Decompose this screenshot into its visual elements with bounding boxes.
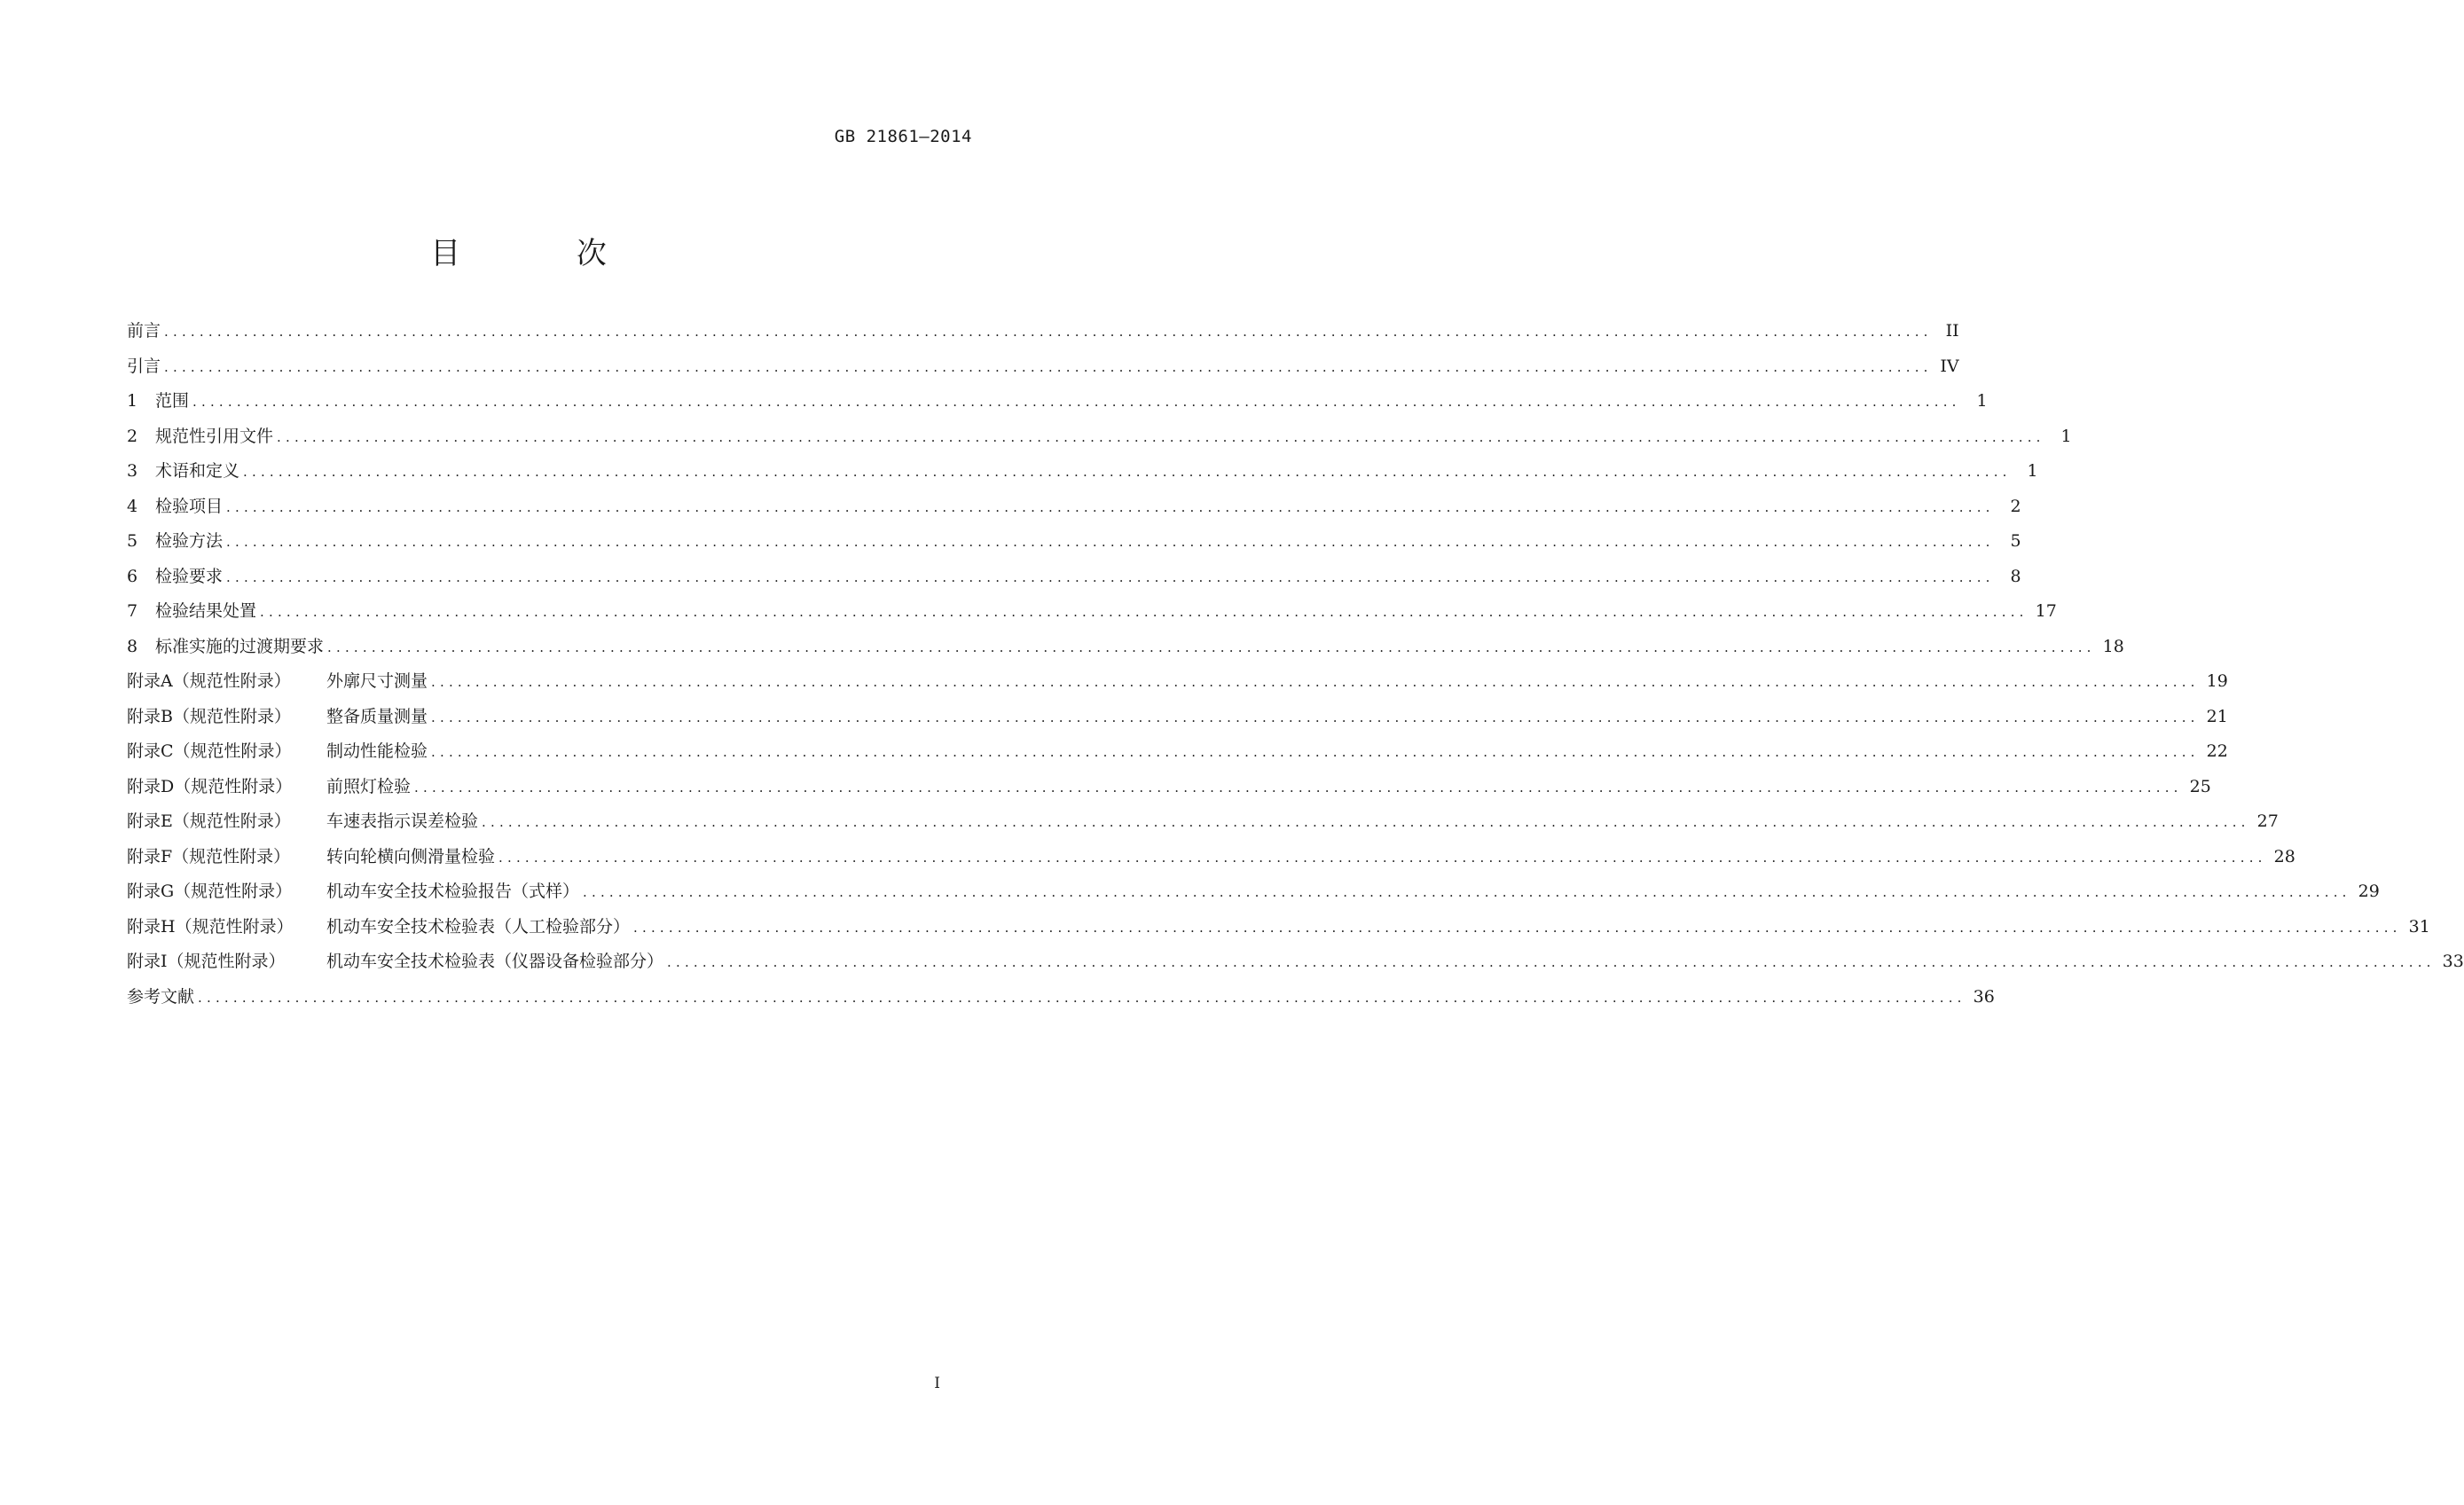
toc-leader-dots: ........................................................................................................................................................................................................: [226, 498, 1995, 515]
toc-leader-dots: ........................................................................................................................................................................................................: [667, 954, 2436, 970]
toc-entry-label: [127, 528, 223, 552]
toc-annex-prefix: 附录A（规范性附录）: [127, 671, 291, 691]
toc-entry[interactable]: [127, 948, 2464, 984]
toc-entry-title: 车速表指示误差检验: [326, 811, 479, 831]
toc-page-number: 17: [2035, 601, 2057, 621]
toc-entry[interactable]: [127, 633, 2124, 669]
toc-leader-dots: ........................................................................................................................................................................................................: [260, 604, 2028, 620]
toc-page-number: 21: [2206, 706, 2228, 726]
toc-section-number: 6: [127, 566, 138, 586]
toc-leader-dots: ........................................................................................................................................................................................................: [198, 989, 1966, 1006]
toc-entry[interactable]: [127, 984, 1995, 1019]
toc-section-number: 7: [127, 601, 138, 621]
toc-section-number: 1: [127, 391, 138, 411]
toc-entry-label: [127, 317, 161, 341]
toc-entry[interactable]: [127, 493, 2021, 529]
toc-section-number: 5: [127, 531, 138, 551]
toc-entry[interactable]: [127, 878, 2380, 913]
toc-page-number: IV: [1940, 356, 1959, 376]
document-code: GB 21861—2014: [834, 127, 972, 146]
toc-entry[interactable]: [127, 528, 2021, 563]
toc-entry-title: 机动车安全技术检验表（仪器设备检验部分）: [326, 952, 664, 971]
toc-leader-dots: ........................................................................................................................................................................................................: [277, 428, 2045, 445]
toc-annex-prefix: 附录B（规范性附录）: [127, 706, 291, 726]
toc-leader-dots: ........................................................................................................................................................................................................: [633, 919, 2402, 936]
toc-entry-title: 检验项目: [155, 496, 224, 516]
toc-page-number: 1: [2060, 426, 2072, 446]
toc-page-number: II: [1945, 321, 1959, 341]
toc-entry-label: [127, 353, 161, 377]
toc-page-number: 25: [2189, 776, 2211, 796]
toc-annex-prefix: 附录E（规范性附录）: [127, 811, 291, 831]
toc-section-number: 4: [127, 496, 138, 516]
toc-leader-dots: ........................................................................................................................................................................................................: [431, 709, 2200, 725]
toc-page-number: 5: [2010, 531, 2021, 551]
toc-annex-prefix: 附录H（规范性附录）: [127, 916, 294, 937]
toc-entry[interactable]: [127, 668, 2228, 703]
toc-entry-label: [127, 808, 478, 832]
toc-page-number: 29: [2358, 882, 2380, 901]
toc-leader-dots: ........................................................................................................................................................................................................: [327, 639, 2096, 655]
toc-entry-title: 术语和定义: [155, 461, 240, 481]
toc-leader-dots: ........................................................................................................................................................................................................: [164, 358, 1933, 375]
toc-entry[interactable]: [127, 808, 2279, 843]
toc-entry-label: [127, 703, 428, 727]
toc-entry-title: 外廓尺寸测量: [326, 671, 428, 691]
toc-entry[interactable]: [127, 703, 2228, 739]
toc-entry-title: 范围: [155, 391, 190, 411]
toc-entry[interactable]: [127, 423, 2072, 459]
toc-entry-label: [127, 493, 223, 517]
toc-entry-title: 前照灯检验: [326, 776, 412, 796]
toc-page-number: 18: [2102, 636, 2124, 656]
toc-leader-dots: ........................................................................................................................................................................................................: [431, 674, 2200, 690]
toc-entry-title: 检验方法: [155, 531, 224, 551]
toc-entry-title: 前言: [127, 321, 161, 341]
toc-annex-prefix: 附录F（规范性附录）: [127, 846, 291, 866]
toc-page-number: 8: [2010, 566, 2021, 586]
toc-entry[interactable]: [127, 563, 2021, 599]
toc-entry-label: [127, 598, 256, 622]
toc-entry-label: [127, 563, 223, 587]
page-title: 目 次: [430, 236, 660, 271]
toc-page-number: 1: [2027, 461, 2038, 481]
toc-page-number: 33: [2442, 952, 2464, 971]
toc-section-number: 2: [127, 426, 138, 446]
toc-entry-label: [127, 458, 239, 482]
toc-section-number: 3: [127, 461, 138, 481]
toc-page-number: 22: [2206, 741, 2228, 761]
toc-entry-title: 机动车安全技术检验表（人工检验部分）: [326, 916, 631, 937]
toc-page-number: 2: [2010, 496, 2021, 516]
toc-leader-dots: ........................................................................................................................................................................................................: [164, 324, 1933, 340]
toc-entry-title: 规范性引用文件: [155, 426, 274, 446]
toc-entry-label: [127, 738, 428, 762]
toc-leader-dots: ........................................................................................................................................................................................................: [226, 534, 1995, 550]
toc-page-number: 31: [2408, 916, 2430, 937]
toc-entry-title: 引言: [127, 356, 161, 376]
toc-entry-title: 标准实施的过渡期要求: [155, 636, 325, 656]
toc-entry-label: [127, 668, 428, 692]
toc-entry[interactable]: [127, 353, 1959, 388]
toc-entry-title: 机动车安全技术检验报告（式样）: [326, 882, 580, 901]
toc-entry-label: [127, 948, 663, 972]
toc-leader-dots: ........................................................................................................................................................................................................: [498, 849, 2267, 866]
toc-annex-prefix: 附录D（规范性附录）: [127, 776, 293, 796]
toc-page-number: 36: [1973, 986, 1995, 1007]
toc-entry-title: 转向轮横向侧滑量检验: [326, 846, 496, 866]
toc-entry-title: 检验要求: [155, 566, 224, 586]
toc-annex-prefix: 附录G（规范性附录）: [127, 882, 293, 901]
toc-leader-dots: ........................................................................................................................................................................................................: [226, 568, 1995, 585]
toc-leader-dots: ........................................................................................................................................................................................................: [583, 884, 2351, 900]
toc-entry[interactable]: [127, 773, 2211, 809]
toc-entry-label: [127, 913, 630, 937]
toc-leader-dots: ........................................................................................................................................................................................................: [243, 464, 2012, 480]
toc-page-number: 1: [1976, 391, 1988, 411]
table-of-contents: [127, 317, 2464, 1018]
toc-entry-title: 参考文献: [127, 986, 195, 1007]
toc-entry-label: [127, 878, 579, 902]
page-number: I: [934, 1375, 940, 1392]
toc-entry[interactable]: [127, 738, 2228, 773]
toc-entry-label: [127, 388, 189, 412]
toc-entry-label: [127, 423, 273, 447]
toc-annex-prefix: 附录I（规范性附录）: [127, 952, 286, 971]
toc-entry[interactable]: [127, 913, 2430, 949]
toc-leader-dots: ........................................................................................................................................................................................................: [482, 814, 2250, 830]
toc-entry[interactable]: [127, 458, 2038, 493]
toc-entry-title: 检验结果处置: [155, 601, 257, 621]
toc-leader-dots: ........................................................................................................................................................................................................: [192, 394, 1961, 410]
toc-entry-label: [127, 984, 194, 1007]
toc-leader-dots: ........................................................................................................................................................................................................: [431, 744, 2200, 760]
toc-entry[interactable]: [127, 317, 1959, 353]
toc-page-number: 28: [2273, 846, 2295, 866]
toc-entry-title: 制动性能检验: [326, 741, 428, 761]
toc-page-number: 27: [2256, 811, 2279, 831]
toc-entry-label: [127, 633, 324, 657]
toc-entry[interactable]: [127, 388, 1988, 423]
toc-entry[interactable]: [127, 598, 2057, 633]
toc-page-number: 19: [2206, 671, 2228, 691]
toc-entry-label: [127, 843, 495, 867]
toc-entry[interactable]: [127, 843, 2295, 879]
toc-section-number: 8: [127, 636, 138, 656]
toc-entry-label: [127, 773, 411, 797]
toc-annex-prefix: 附录C（规范性附录）: [127, 741, 292, 761]
toc-leader-dots: ........................................................................................................................................................................................................: [414, 779, 2183, 796]
toc-entry-title: 整备质量测量: [326, 706, 428, 726]
